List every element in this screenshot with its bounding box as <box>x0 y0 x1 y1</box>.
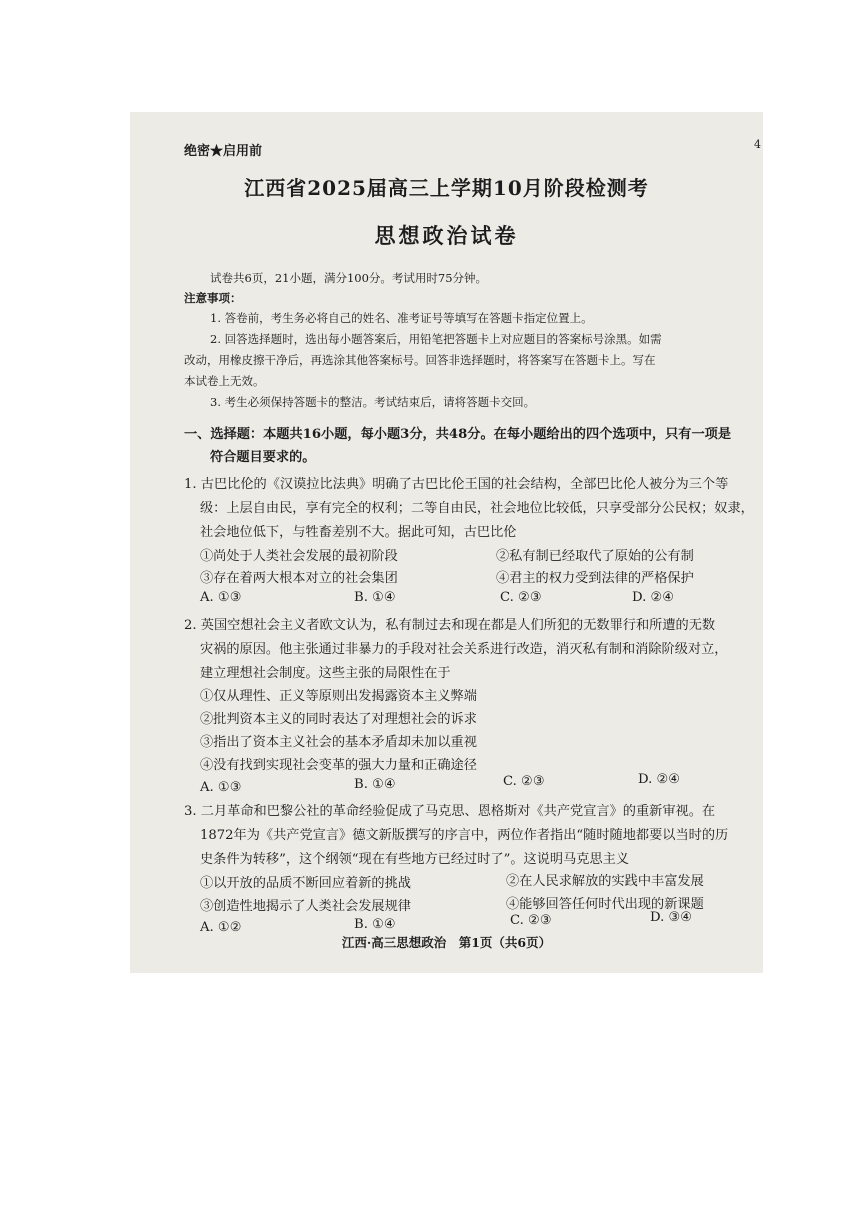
question-stem: 灾祸的原因。他主张通过非暴力的手段对社会关系进行改造，消灭私有制和消除阶级对立， <box>200 642 728 657</box>
note-item: 1. 答卷前，考生务必将自己的姓名、准考证号等填写在答题卡指定位置上。 <box>210 311 593 325</box>
question-stem: 1872年为《共产党宣言》德文新版撰写的序言中，两位作者指出“随时随地都要以当时的历 <box>200 828 729 843</box>
answer-choice: A. ①③ <box>200 590 242 605</box>
answer-choice: A. ①② <box>200 920 242 935</box>
question-option: ④君主的权力受到法律的严格保护 <box>496 571 694 586</box>
note-item: 3. 考生必须保持答题卡的整洁。考试结束后，请将答题卡交回。 <box>210 395 536 409</box>
corner-mark: 4 <box>754 138 761 151</box>
answer-choice: B. ①④ <box>354 917 396 932</box>
question-option: ③指出了资本主义社会的基本矛盾却未加以重视 <box>200 735 477 750</box>
question-option: ①仅从理性、正义等原则出发揭露资本主义弊端 <box>200 689 477 704</box>
note-item: 改动，用橡皮擦干净后，再选涂其他答案标号。回答非选择题时，将答案写在答题卡上。写在 <box>184 353 656 367</box>
secret-label: 绝密★启用前 <box>184 144 263 159</box>
answer-choice: C. ②③ <box>510 913 552 928</box>
answer-choice: C. ②③ <box>503 774 545 789</box>
question-option: ①尚处于人类社会发展的最初阶段 <box>200 549 398 564</box>
question-option: ②批判资本主义的同时表达了对理想社会的诉求 <box>200 712 477 727</box>
question-option: ③创造性地揭示了人类社会发展规律 <box>200 899 411 914</box>
question-option: ④没有找到实现社会变革的强大力量和正确途径 <box>200 758 477 773</box>
answer-choice: D. ②④ <box>638 772 681 787</box>
question-stem: 建立理想社会制度。这些主张的局限性在于 <box>200 666 451 681</box>
question-stem: 2. 英国空想社会主义者欧文认为，私有制过去和现在都是人们所犯的无数罪行和所遭的无数 <box>184 618 716 633</box>
question-option: ③存在着两大根本对立的社会集团 <box>200 571 398 586</box>
question-option: ①以开放的品质不断回应着新的挑战 <box>200 876 411 891</box>
exam-title: 江西省2025届高三上学期10月阶段检测考 <box>244 176 649 200</box>
answer-choice: C. ②③ <box>500 590 542 605</box>
note-item: 本试卷上无效。 <box>184 374 265 388</box>
exam-page-photo <box>130 112 763 973</box>
section-heading: 一、选择题：本题共16小题，每小题3分，共48分。在每小题给出的四个选项中，只有一项是 <box>184 427 732 442</box>
question-stem: 3. 二月革命和巴黎公社的革命经验促成了马克思、恩格斯对《共产党宣言》的重新审视。在 <box>184 804 716 819</box>
answer-choice: A. ①③ <box>200 780 242 795</box>
notes-heading: 注意事项： <box>184 291 242 305</box>
question-stem: 级：上层自由民，享有完全的权利；二等自由民，社会地位比较低，只享受部分公民权；奴隶， <box>200 501 754 516</box>
note-item: 2. 回答选择题时，选出每小题答案后，用铅笔把答题卡上对应题目的答案标号涂黑。如需 <box>210 332 662 346</box>
question-option: ④能够回答任何时代出现的新课题 <box>506 897 704 912</box>
question-option: ②在人民求解放的实践中丰富发展 <box>506 874 704 889</box>
section-heading-cont: 符合题目要求的。 <box>210 450 316 465</box>
exam-info: 试卷共6页，21小题，满分100分。考试用时75分钟。 <box>210 271 488 285</box>
question-stem: 社会地位低下，与牲畜差别不大。据此可知，古巴比伦 <box>200 525 517 540</box>
question-option: ②私有制已经取代了原始的公有制 <box>496 549 694 564</box>
exam-subtitle: 思想政治试卷 <box>374 223 519 248</box>
question-stem: 1. 古巴比伦的《汉谟拉比法典》明确了古巴比伦王国的社会结构，全部巴比伦人被分为三个等 <box>184 477 729 492</box>
page-footer: 江西·高三思想政治 第1页（共6页） <box>341 935 552 950</box>
answer-choice: B. ①④ <box>354 590 396 605</box>
answer-choice: D. ②④ <box>632 590 675 605</box>
answer-choice: B. ①④ <box>354 777 396 792</box>
question-stem: 史条件为转移”，这个纲领“现在有些地方已经过时了”。这说明马克思主义 <box>200 852 630 867</box>
answer-choice: D. ③④ <box>650 910 693 925</box>
